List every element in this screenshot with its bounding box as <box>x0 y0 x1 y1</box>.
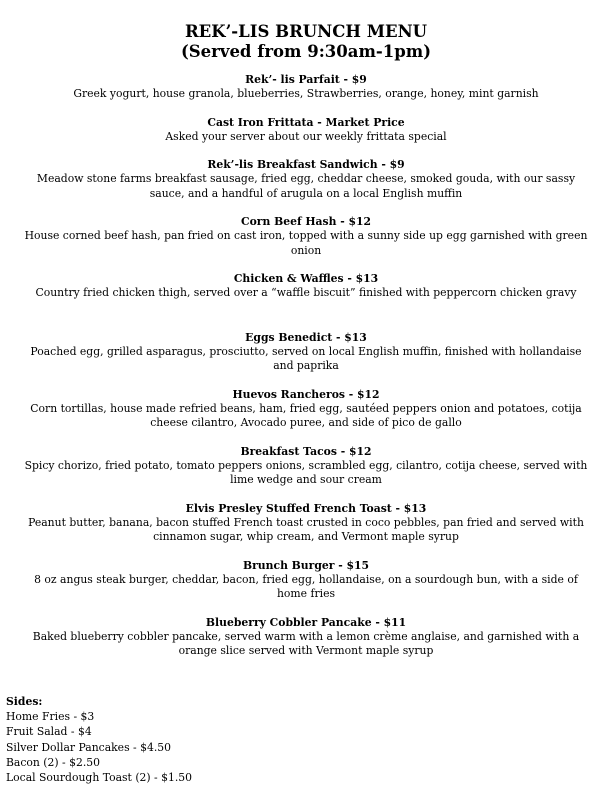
side-item: Silver Dollar Pancakes - $4.50 <box>6 740 172 754</box>
menu-item-blueberry-pancake <box>24 616 588 659</box>
menu-item-name: Huevos Rancheros - $12 <box>232 387 380 401</box>
menu-item-name: Rek’- lis Parfait - $9 <box>245 73 367 86</box>
side-item: Fruit Salad - $4 <box>6 725 92 739</box>
side-item: Bacon (2) - $2.50 <box>6 755 101 769</box>
menu-item-name: Brunch Burger - $15 <box>242 558 369 572</box>
menu-item-description: Meadow stone farms breakfast sausage, fried egg, cheddar cheese, smoked gouda, with our sassy sauce, and a handful of arugula on a local English muffin <box>36 172 576 200</box>
menu-item-huevos-rancheros <box>24 388 588 431</box>
menu-item-name: Breakfast Tacos - $12 <box>240 444 372 458</box>
menu-item-description: Peanut butter, banana, bacon stuffed French toast crusted in coco pebbles, pan fried and served with cinnamon sugar, whip cream, and Vermont maple syrup <box>28 515 584 543</box>
sides-section <box>6 694 192 785</box>
menu-item-description: Greek yogurt, house granola, blueberries, Strawberries, orange, honey, mint garnish <box>73 87 539 100</box>
menu-item-description: Corn tortillas, house made refried beans, ham, fried egg, sautéed peppers onion and potatoes, cotija cheese cilantro, Avocado puree, and side of pico de gallo <box>30 401 582 429</box>
menu-item-description: 8 oz angus steak burger, cheddar, bacon, fried egg, hollandaise, on a sourdough bun, with a side of home fries <box>34 572 578 600</box>
menu-item-name: Blueberry Cobbler Pancake - $11 <box>205 615 407 629</box>
menu-item-french-toast <box>24 502 588 545</box>
menu-header <box>0 22 612 62</box>
menu-item-name: Chicken & Waffles - $13 <box>233 272 379 285</box>
sides-heading: Sides: <box>6 695 43 708</box>
menu-title: REK’-LIS BRUNCH MENU <box>184 22 428 41</box>
menu-item-breakfast-sandwich <box>24 158 588 201</box>
menu-item-description: Poached egg, grilled asparagus, prosciutto, served on local English muffin, finished with hollandaise and paprika <box>30 344 582 372</box>
menu-item-brunch-burger <box>24 559 588 602</box>
menu-items <box>24 73 588 659</box>
menu-item-name: Eggs Benedict - $13 <box>245 330 367 344</box>
menu-item-eggs-benedict <box>24 331 588 374</box>
menu-item-breakfast-tacos <box>24 445 588 488</box>
menu-item-chicken-waffles <box>24 272 588 301</box>
menu-item-corn-beef-hash <box>24 215 588 258</box>
menu-item-frittata <box>24 116 588 145</box>
menu-item-description: Spicy chorizo, fried potato, tomato peppers onions, scrambled egg, cilantro, cotija cheese, served with lime wedge and sour cream <box>24 458 588 486</box>
menu-subtitle: (Served from 9:30am-1pm) <box>180 42 432 61</box>
menu-item-parfait <box>24 73 588 102</box>
menu-item-name: Rek’-lis Breakfast Sandwich - $9 <box>207 158 405 171</box>
menu-item-description: Country fried chicken thigh, served over a “waffle biscuit” finished with peppercorn chicken gravy <box>35 286 577 299</box>
side-item: Home Fries - $3 <box>6 710 95 724</box>
menu-item-description: Baked blueberry cobbler pancake, served warm with a lemon crème anglaise, and garnished with a orange slice served with Vermont maple syrup <box>32 629 580 657</box>
menu-item-name: Corn Beef Hash - $12 <box>240 215 372 228</box>
menu-item-name: Cast Iron Frittata - Market Price <box>207 115 405 129</box>
side-item: Local Sourdough Toast (2) - $1.50 <box>6 771 193 785</box>
menu-item-description: Asked your server about our weekly frittata special <box>165 129 447 143</box>
menu-item-description: House corned beef hash, pan fried on cast iron, topped with a sunny side up egg garnished with green onion <box>24 229 588 257</box>
menu-item-name: Elvis Presley Stuffed French Toast - $13 <box>185 501 427 515</box>
